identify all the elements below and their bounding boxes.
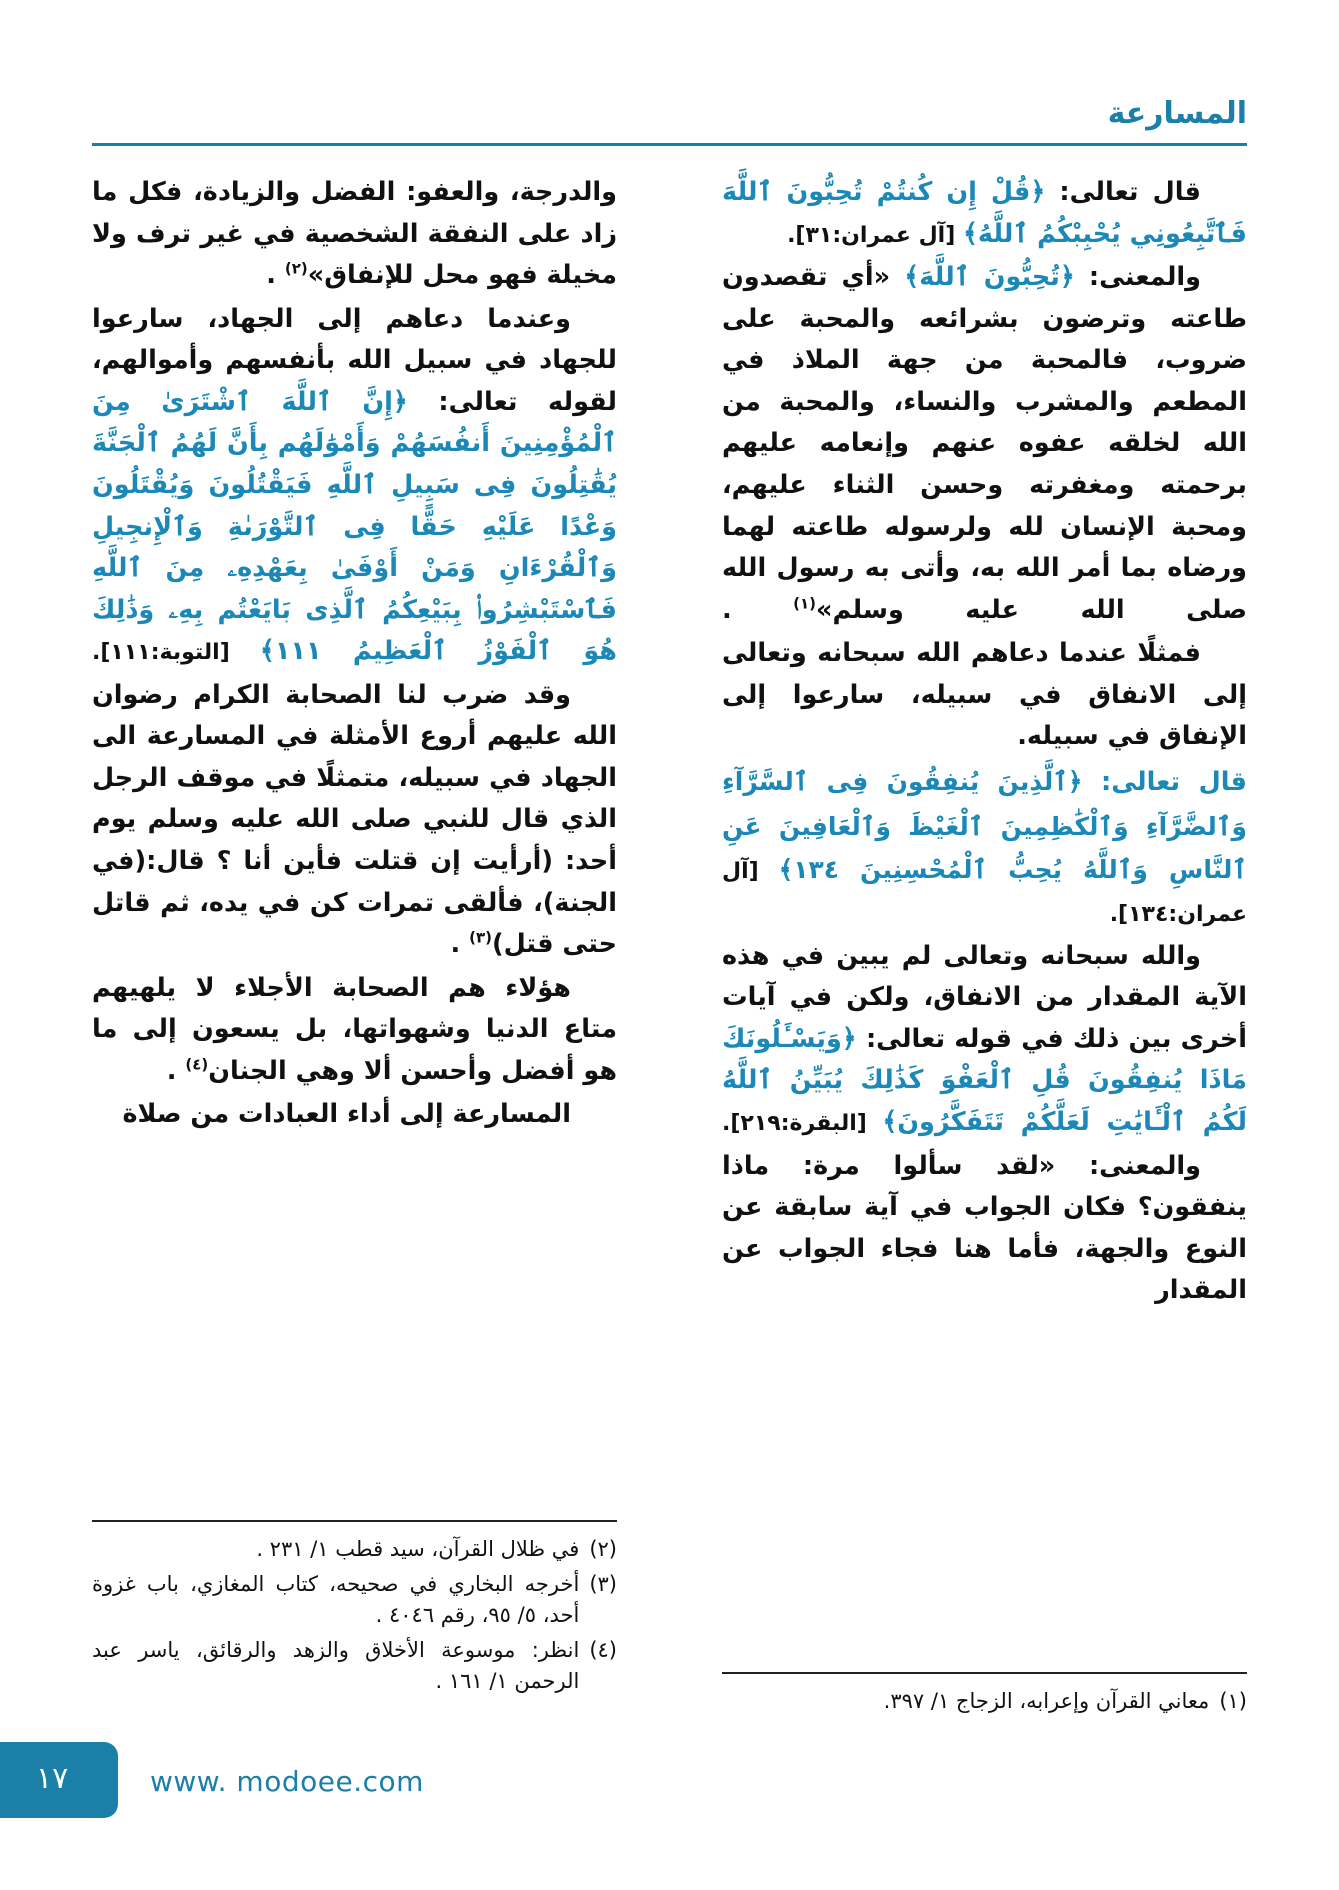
paragraph-lead: وعندما دعاهم إلى الجهاد، سارعوا للجهاد في سبيل الله بأنفسهم وأموالهم، لقوله تعالى:	[92, 303, 618, 417]
paragraph-body: هؤلاء هم الصحابة الأجلاء لا يلهيهم متاع الدنيا وشهواتها، بل يسعون إلى ما هو أفضل وأحسن ألا وهي الجنان	[92, 972, 617, 1086]
left-text-column	[92, 172, 617, 1138]
header-divider	[92, 143, 1247, 146]
paragraph-tail: .	[166, 1055, 186, 1086]
verse-reference: [البقرة:٢١٩].	[722, 1110, 883, 1136]
footnote-divider	[92, 1520, 617, 1522]
verse-reference: [آل عمران:٣١].	[787, 222, 963, 248]
right-text-column	[722, 172, 1247, 1314]
verse-reference: [التوبة:١١١].	[92, 640, 260, 666]
footnote-marker-4: (٤)	[185, 1055, 209, 1074]
paragraph-meaning-1	[722, 257, 1247, 631]
paragraph-noble	[92, 968, 617, 1093]
verse-reference: [آل عمران:١٣٤].	[722, 858, 1247, 927]
footnote-text: معاني القرآن وإعرابه، الزجاج ١/ ٣٩٧.	[883, 1689, 1210, 1713]
footnote-text: انظر: موسوعة الأخلاق والزهد والرقائق، ياسر عبد الرحمن ١/ ١٦١ .	[92, 1637, 580, 1693]
footnote-number: (١)	[1219, 1689, 1247, 1713]
paragraph-tail: .	[266, 260, 285, 291]
quran-verse: ﴿قُلْ إِن كُنتُمْ تُحِبُّونَ ٱللَّهَ فَٱتَّبِعُونِي يُحْبِبْكُمُ ٱللَّهُ﴾	[722, 177, 1247, 249]
paragraph-quantity	[722, 936, 1247, 1144]
website-url[interactable]: www. modoee.com	[150, 1765, 424, 1798]
page-title: المسارعة	[1107, 96, 1247, 131]
left-footnotes	[92, 1520, 617, 1701]
paragraph-worship-heading: المسارعة إلى أداء العبادات من صلاة	[122, 1099, 571, 1130]
footnote-marker-2: (٢)	[284, 259, 308, 278]
footnote-number: (٢)	[589, 1537, 617, 1561]
paragraph-lead: والمعنى:	[1074, 262, 1201, 293]
paragraph-meaning-2: والمعنى: «لقد سألوا مرة: ماذا ينفقون؟ فكان الجواب في آية سابقة عن النوع والجهة، فأما هنا فجاء الجواب عن المقدار	[722, 1150, 1247, 1306]
footnote-item	[722, 1686, 1247, 1718]
quran-verse: ﴿إِنَّ ٱللَّهَ ٱشْتَرَىٰ مِنَ ٱلْمُؤْمِنِينَ أَنفُسَهُمْ وَأَمْوَٰلَهُم بِأَنَّ لَهُمُ ٱلْجَنَّةَ يُقَٰتِلُونَ فِى سَبِيلِ ٱللَّهِ فَيَقْتُلُونَ وَيُقْتَلُونَ وَعْدًا عَلَيْهِ حَقًّا فِى ٱلتَّوْرَىٰةِ وَٱلْإِنجِيلِ وَٱلْقُرْءَانِ وَمَنْ أَوْفَىٰ بِعَهْدِهِۦ مِنَ ٱللَّهِ فَٱسْتَبْشِرُوا۟ بِبَيْعِكُمُ ٱلَّذِى بَايَعْتُم بِهِۦ وَذَٰلِكَ هُوَ ٱلْفَوْزُ ٱلْعَظِيمُ ١١١﴾	[92, 386, 617, 667]
paragraph-companions	[92, 675, 617, 966]
footnote-item	[92, 1534, 617, 1566]
paragraph-degree	[92, 172, 617, 297]
paragraph-tail: .	[722, 594, 794, 625]
paragraph-quote-verse-1	[722, 172, 1247, 255]
quran-verse: ﴿تُحِبُّونَ ٱللَّهَ﴾	[904, 262, 1075, 293]
page-header	[92, 96, 1247, 148]
footnote-number: (٣)	[589, 1571, 617, 1596]
footnote-number: (٤)	[589, 1637, 617, 1662]
paragraph-infaq: فمثلًا عندما دعاهم الله سبحانه وتعالى إلى الانفاق في سبيله، سارعوا إلى الإنفاق في سبيله.	[722, 638, 1247, 752]
footnote-item	[92, 1635, 617, 1698]
paragraph-jihad	[92, 299, 617, 673]
page-number: ١٧	[36, 1761, 69, 1796]
right-footnotes	[722, 1672, 1247, 1721]
paragraph-body: «أي تقصدون طاعته وترضون بشرائعه والمحبة على ضروب، فالمحبة من جهة الملاذ في المطعم والمشرب والنساء، والمحبة من الله لخلقه عفوه عنهم وإنعامه عليهم برحمته ومغفرته وحسن الثناء عليهم، ومحبة الإنسان لله ولرسوله طاعته لهما ورضاه بما أمر الله به، وأتى به رسول الله صلى الله عليه وسلم»	[722, 262, 1247, 625]
paragraph-lead: قال تعالى:	[1082, 766, 1247, 797]
paragraph-quote-verse-2	[722, 760, 1247, 934]
footnote-text: في ظلال القرآن، سيد قطب ١/ ٢٣١ .	[256, 1537, 580, 1561]
paragraph-body: وقد ضرب لنا الصحابة الكرام رضوان الله عليهم أروع الأمثلة في المسارعة الى الجهاد في سبيله، متمثلًا في موقف الرجل الذي قال للنبي صلى الله عليه وسلم يوم أحد: (أرأيت إن قتلت فأين أنا ؟ قال:(في الجنة)، فألقى تمرات كن في يده، ثم قاتل حتى قتل)	[92, 679, 617, 960]
footnote-marker-1: (١)	[793, 594, 817, 613]
footnote-item	[92, 1569, 617, 1632]
paragraph-body: والدرجة، والعفو: الفضل والزيادة، فكل ما زاد على النفقة الشخصية في غير ترف ولا مخيلة فهو محل للإنفاق»	[92, 177, 617, 291]
footnote-marker-3: (٣)	[469, 928, 492, 947]
paragraph-lead: قال تعالى:	[1045, 177, 1201, 207]
footnote-text: أخرجه البخاري في صحيحه، كتاب المغازي، باب غزوة أحد، ٥/ ٩٥، رقم ٤٠٤٦ .	[92, 1571, 580, 1627]
footnote-divider	[722, 1672, 1247, 1674]
paragraph-lead: والله سبحانه وتعالى لم يبين في هذه الآية المقدار من الانفاق، ولكن في آيات أخرى بين ذلك في قوله تعالى:	[722, 940, 1247, 1054]
quran-verse: ﴿ٱلَّذِينَ يُنفِقُونَ فِى ٱلسَّرَّآءِ وَٱلضَّرَّآءِ وَٱلْكَٰظِمِينَ ٱلْغَيْظَ وَٱلْعَافِينَ عَنِ ٱلنَّاسِ وَٱللَّهُ يُحِبُّ ٱلْمُحْسِنِينَ ١٣٤﴾	[722, 766, 1247, 884]
paragraph-tail: .	[450, 929, 470, 960]
text-columns	[92, 172, 1247, 1462]
quran-verse: ﴿وَيَسْـَٔلُونَكَ مَاذَا يُنفِقُونَ قُلِ ٱلْعَفْوَ كَذَٰلِكَ يُبَيِّنُ ٱللَّهُ لَكُمُ ٱلْـَٔايَٰتِ لَعَلَّكُمْ تَتَفَكَّرُونَ﴾	[722, 1023, 1247, 1137]
